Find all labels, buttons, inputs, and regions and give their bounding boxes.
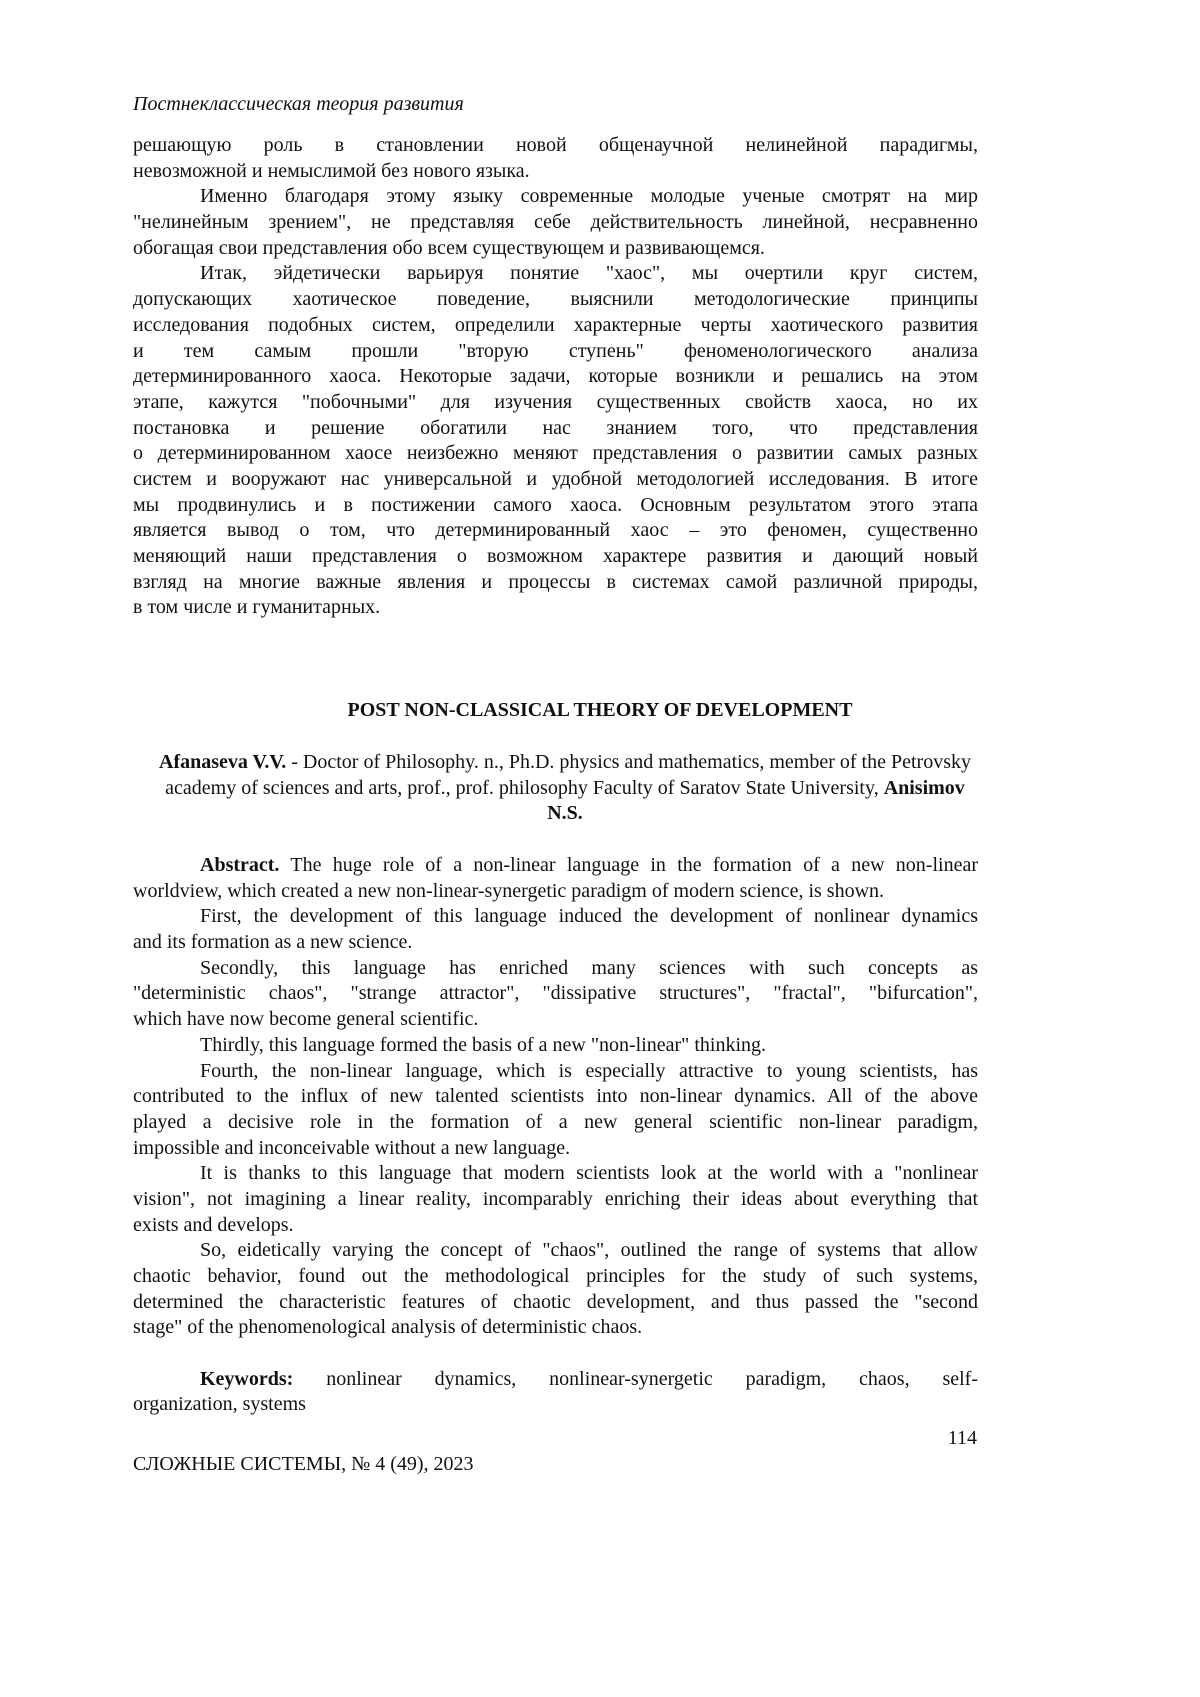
text-line: [133, 159, 978, 185]
line-text: worldview, which created a new non-linear-synergetic paradigm of modern science, is shown.: [133, 880, 884, 902]
line-text: постановка и решение обогатили нас знанием того, что представления: [133, 417, 978, 439]
line-text: является вывод о том, что детерминированный хаос – это феномен, существенно: [133, 519, 978, 541]
text-line: [133, 210, 978, 236]
line-text: contributed to the influx of new talented scientists into non-linear dynamics. All of the above: [133, 1085, 978, 1107]
text-line: [133, 879, 978, 905]
text-line: [133, 1007, 978, 1033]
line-text: which have now become general scientific.: [133, 1008, 478, 1030]
text-line: [133, 441, 978, 467]
text-line: [133, 1392, 978, 1418]
line-text: Именно благодаря этому языку современные молодые ученые смотрят на мир: [200, 185, 978, 207]
line-text: этапе, кажутся "побочными" для изучения существенных свойств хаоса, но их: [133, 391, 978, 413]
text-line: [133, 930, 978, 956]
text-line: [133, 1264, 978, 1290]
text-line: [133, 1213, 978, 1239]
keywords-label: Keywords:: [200, 1368, 293, 1390]
line-text: детерминированного хаоса. Некоторые задачи, которые возникли и решались на этом: [133, 365, 978, 387]
abstract-block: [133, 853, 978, 1418]
line-text: nonlinear dynamics, nonlinear-synergetic paradigm, chaos, self-: [293, 1368, 978, 1390]
russian-text-block: [133, 133, 978, 621]
text-line: [133, 1136, 978, 1162]
text-line: [133, 518, 978, 544]
line-text: First, the development of this language induced the development of nonlinear dynamics: [200, 905, 978, 927]
text-line: [133, 313, 978, 339]
text-line: [133, 467, 978, 493]
line-text: played a decisive role in the formation of a new general scientific non-linear paradigm,: [133, 1111, 978, 1133]
author-description: - Doctor of Philosophy. n., Ph.D. physics and mathematics, member of the Petrovsky academy of sciences and arts, prof., prof. philosophy Faculty of Saratov State University,: [165, 751, 971, 799]
line-text: organization, systems: [133, 1393, 306, 1415]
text-line: [133, 1084, 978, 1110]
text-line: [133, 904, 978, 930]
line-text: невозможной и немыслимой без нового языка.: [133, 160, 530, 182]
text-line: [133, 1033, 978, 1059]
text-line: [133, 287, 978, 313]
line-text: в том числе и гуманитарных.: [133, 596, 380, 618]
text-line: [133, 981, 978, 1007]
line-text: взгляд на многие важные явления и процессы в системах самой различной природы,: [133, 571, 978, 593]
text-line: [133, 570, 978, 596]
line-text: исследования подобных систем, определили характерные черты хаотического развития: [133, 314, 978, 336]
line-text: and its formation as a new science.: [133, 931, 412, 953]
text-line: [133, 236, 978, 262]
text-line: [133, 184, 978, 210]
text-line: [133, 1059, 978, 1085]
line-text: determined the characteristic features of chaotic development, and thus passed the "second: [133, 1291, 978, 1313]
journal-footer: СЛОЖНЫЕ СИСТЕМЫ, № 4 (49), 2023: [133, 1453, 474, 1476]
abstract-label: Abstract.: [200, 854, 279, 876]
article-title: POST NON-CLASSICAL THEORY OF DEVELOPMENT: [0, 699, 1200, 722]
line-text: мы продвинулись и в постижении самого хаоса. Основным результатом этого этапа: [133, 494, 978, 516]
text-line: [133, 364, 978, 390]
line-text: chaotic behavior, found out the methodological principles for the study of such systems,: [133, 1265, 978, 1287]
text-line: [133, 1110, 978, 1136]
text-line: [133, 1187, 978, 1213]
text-line: [133, 339, 978, 365]
line-text: Fourth, the non-linear language, which is especially attractive to young scientists, has: [200, 1060, 978, 1082]
text-line: [133, 595, 978, 621]
page-number: 114: [900, 1427, 977, 1450]
line-text: о детерминированном хаосе неизбежно меняют представления о развитии самых разных: [133, 442, 978, 464]
line-text: решающую роль в становлении новой общенаучной нелинейной парадигмы,: [133, 134, 978, 156]
line-text: систем и вооружают нас универсальной и удобной методологией исследования. В итоге: [133, 468, 978, 490]
line-text: меняющий наши представления о возможном характере развития и дающий новый: [133, 545, 978, 567]
text-line: [133, 1238, 978, 1264]
author-name: Anisimov N.S.: [547, 777, 965, 825]
line-text: "deterministic chaos", "strange attractor", "dissipative structures", "fractal", "bifurcation",: [133, 982, 978, 1004]
text-line: [133, 1367, 978, 1393]
line-text: It is thanks to this language that modern scientists look at the world with a "nonlinear: [200, 1162, 978, 1184]
line-text: vision", not imagining a linear reality, incomparably enriching their ideas about everything that: [133, 1188, 978, 1210]
line-text: обогащая свои представления обо всем существующем и развивающемся.: [133, 237, 765, 259]
line-text: So, eidetically varying the concept of "chaos", outlined the range of systems that allow: [200, 1239, 978, 1261]
text-line: [133, 1341, 978, 1367]
text-line: [133, 853, 978, 879]
text-line: [133, 390, 978, 416]
text-line: [133, 544, 978, 570]
line-text: stage" of the phenomenological analysis of deterministic chaos.: [133, 1316, 642, 1338]
line-text: Итак, эйдетически варьируя понятие "хаос", мы очертили круг систем,: [200, 262, 978, 284]
line-text: допускающих хаотическое поведение, выяснили методологические принципы: [133, 288, 978, 310]
text-line: [133, 416, 978, 442]
text-line: [133, 1290, 978, 1316]
line-text: Thirdly, this language formed the basis of a new "non-linear" thinking.: [200, 1034, 766, 1056]
text-line: [133, 133, 978, 159]
line-text: The huge role of a non-linear language in the formation of a new non-linear: [279, 854, 978, 876]
authors-block: [150, 750, 980, 827]
text-line: [133, 956, 978, 982]
text-line: [133, 261, 978, 287]
line-text: и тем самым прошли "вторую ступень" феноменологического анализа: [133, 340, 978, 362]
line-text: exists and develops.: [133, 1214, 294, 1236]
author-name: Afanaseva V.V.: [159, 751, 286, 773]
running-header: Постнеклассическая теория развития: [133, 93, 464, 116]
line-text: Secondly, this language has enriched many sciences with such concepts as: [200, 957, 978, 979]
text-line: [133, 1315, 978, 1341]
text-line: [133, 493, 978, 519]
text-line: [133, 1161, 978, 1187]
line-text: impossible and inconceivable without a new language.: [133, 1137, 570, 1159]
line-text: "нелинейным зрением", не представляя себе действительность линейной, несравненно: [133, 211, 978, 233]
